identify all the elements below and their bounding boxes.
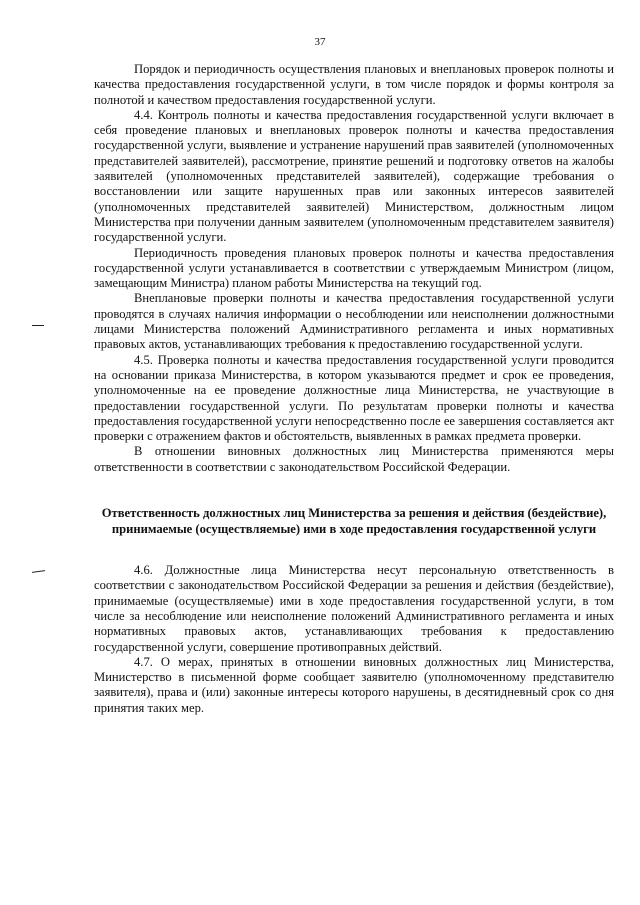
paragraph: Внеплановые проверки полноты и качества предоставления государственной услуги проводятся в случаях наличия информации о несоблюдении или неисполнении должностными лицами Министерства положений Административного регламента и иных нормативных правовых актов, устанавливающих требования к предоставлению государственной услуги. xyxy=(94,291,614,352)
section-heading: Ответственность должностных лиц Министерства за решения и действия (бездействие), принимаемые (осуществляемые) ими в ходе предоставления государственной услуги xyxy=(101,506,607,537)
paragraph: Порядок и периодичность осуществления плановых и внеплановых проверок полноты и качества предоставления государственной услуги, в том числе порядок и формы контроля за полнотой и качеством предоставления государственной услуги. xyxy=(94,62,614,107)
margin-mark xyxy=(32,325,44,326)
paragraph: Периодичность проведения плановых проверок полноты и качества предоставления государственной услуги устанавливается в соответствии с утверждаемым Министром (лицом, замещающим Министра) планом работы Министерства на текущий год. xyxy=(94,245,614,291)
paragraph: 4.4. Контроль полноты и качества предоставления государственной услуги включает в себя проведение плановых и внеплановых проверок полноты и качества предоставления государственной услуги, выявление и устранение нарушений прав заявителей (уполномоченных представителей заявителей), рассмотрение, принятие решений и подготовку ответов на жалобы заявителей (уполномоченных представителей заявителей), содержащие требования о восстановлении или защите нарушенных прав или законных интересов заявителей (уполномоченных представителей заявителей) Министерством, должностным лицом Министерства при получении данным заявителем (уполномоченным представителем заявителя) государственной услуги. xyxy=(94,107,614,245)
paragraph: В отношении виновных должностных лиц Министерства применяются меры ответственности в соответствии с законодательством Российской Федерации. xyxy=(94,444,614,474)
paragraph: 4.7. О мерах, принятых в отношении виновных должностных лиц Министерства, Министерство в письменной форме сообщает заявителю (уполномоченному представителю заявителя), права и (или) законные интересы которого нарушены, в десятидневный срок со дня принятия таких мер. xyxy=(94,654,614,715)
margin-mark xyxy=(32,570,45,573)
paragraph: 4.5. Проверка полноты и качества предоставления государственной услуги проводится на основании приказа Министерства, в котором указываются предмет и срок ее проведения, уполномоченные на ее проведение должностные лица Министерства, не участвующие в предоставлении государственной услуги. По результатам проверки полноты и качества предоставления государственной услуги непосредственно после ее завершения составляется акт проверки с отражением фактов и обстоятельств, выявленных в рамках предмета проверки. xyxy=(94,352,614,444)
page-number: 37 xyxy=(314,36,326,48)
document-body xyxy=(94,62,614,716)
paragraph: 4.6. Должностные лица Министерства несут персональную ответственность в соответствии с законодательством Российской Федерации за решения и действия (бездействие), принимаемые (осуществляемые) ими в ходе предоставления государственной услуги, в том числе за несоблюдение или неисполнение положений Административного регламента и иных нормативных правовых актов, устанавливающих требования к предоставлению государственной услуги, совершение противоправных действий. xyxy=(94,563,614,654)
